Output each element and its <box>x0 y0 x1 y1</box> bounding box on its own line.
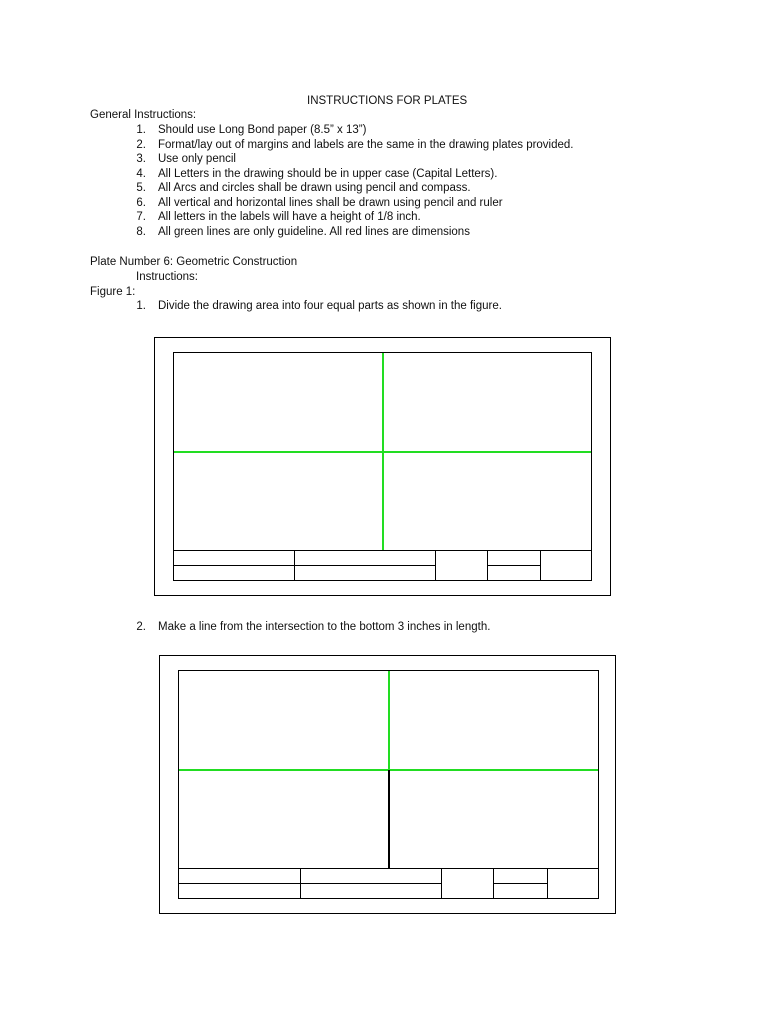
list-item-text: All vertical and horizontal lines shall be drawn using pencil and ruler <box>158 197 503 209</box>
list-item-text: Format/lay out of margins and labels are the same in the drawing plates provided. <box>158 139 574 151</box>
step-text: Divide the drawing area into four equal parts as shown in the figure. <box>158 300 502 312</box>
step-number: 2. <box>136 621 146 633</box>
list-item-number: 4. <box>136 168 146 180</box>
plate-heading: Plate Number 6: Geometric Construction <box>90 256 298 268</box>
list-item-text: Use only pencil <box>158 153 236 165</box>
horizontal-guideline <box>174 451 591 453</box>
list-item-number: 3. <box>136 153 146 165</box>
plate-figure-2 <box>159 655 616 914</box>
general-instructions-heading: General Instructions: <box>90 109 197 121</box>
plate-figure-1 <box>154 337 611 596</box>
drawing-area <box>178 670 599 899</box>
list-item-number: 7. <box>136 211 146 223</box>
list-item-number: 2. <box>136 139 146 151</box>
list-item-number: 5. <box>136 182 146 194</box>
list-item-number: 6. <box>136 197 146 209</box>
step-number: 1. <box>136 300 146 312</box>
step-text: Make a line from the intersection to the bottom 3 inches in length. <box>158 621 491 633</box>
title-block <box>174 550 591 580</box>
list-item-text: All green lines are only guideline. All red lines are dimensions <box>158 226 470 238</box>
list-item-text: Should use Long Bond paper (8.5” x 13”) <box>158 124 367 136</box>
page-title: INSTRUCTIONS FOR PLATES <box>307 95 468 107</box>
drawing-area <box>173 352 592 581</box>
title-block <box>179 868 598 898</box>
list-item-text: All letters in the labels will have a height of 1/8 inch. <box>158 211 421 223</box>
figure-label: Figure 1: <box>90 286 136 298</box>
list-item-text: All Arcs and circles shall be drawn using pencil and compass. <box>158 182 471 194</box>
vertical-guideline <box>388 671 390 769</box>
list-item-number: 1. <box>136 124 146 136</box>
list-item-text: All Letters in the drawing should be in upper case (Capital Letters). <box>158 168 498 180</box>
plate-instructions-label: Instructions: <box>136 271 198 283</box>
list-item-number: 8. <box>136 226 146 238</box>
three-inch-line <box>388 770 390 868</box>
